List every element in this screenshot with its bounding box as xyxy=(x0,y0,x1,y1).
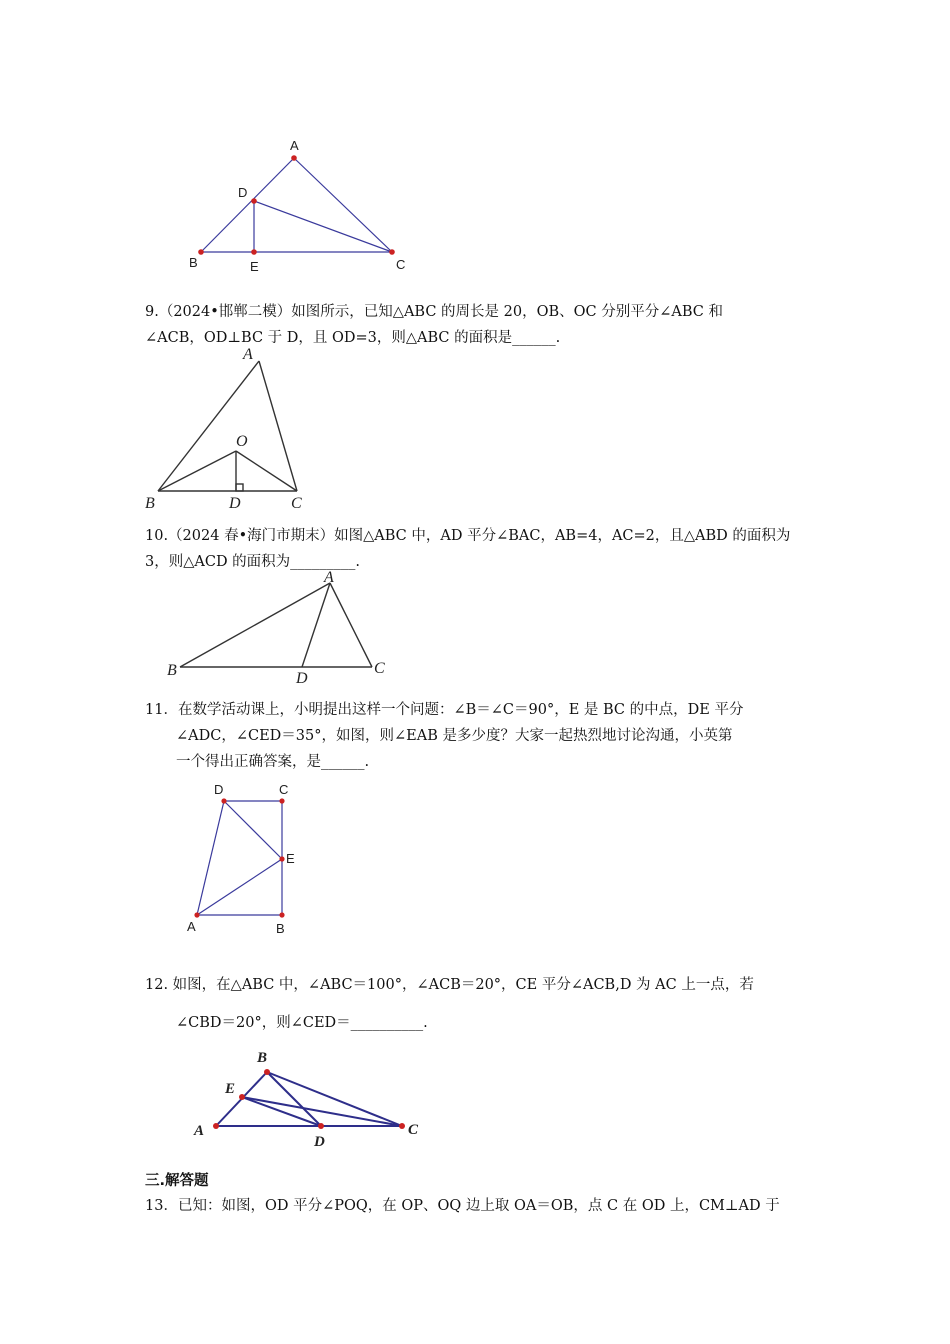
label-o: O xyxy=(236,433,248,450)
label-d: D xyxy=(238,185,248,200)
label-a: A xyxy=(324,569,334,586)
q11-line1: 11．在数学活动课上，小明提出这样一个问题：∠B＝∠C＝90°，E 是 BC 的中点，DE 平分 xyxy=(145,702,744,718)
figure-10 xyxy=(160,568,400,687)
label-c: C xyxy=(279,782,289,797)
label-a: A xyxy=(243,346,253,363)
figure-11 xyxy=(180,780,310,940)
section-heading: 三.解答题 xyxy=(145,1173,209,1189)
label-c: C xyxy=(408,1122,419,1138)
label-e: E xyxy=(250,259,259,274)
label-b: B xyxy=(257,1050,268,1066)
label-c: C xyxy=(396,257,406,272)
label-d: D xyxy=(229,495,241,512)
label-b: B xyxy=(189,255,198,270)
label-b: B xyxy=(167,662,177,679)
figure-8 xyxy=(180,130,420,280)
label-e: E xyxy=(225,1081,236,1097)
q10-line1: 10.（2024 春•海门市期末）如图△ABC 中，AD 平分∠BAC，AB=4，AC=2，且△ABD 的面积为 xyxy=(145,528,791,544)
label-a: A xyxy=(194,1123,205,1139)
label-b: B xyxy=(276,921,285,936)
q12-line1: 12. 如图，在△ABC 中，∠ABC＝100°，∠ACB＝20°，CE 平分∠ACB,D 为 AC 上一点，若 xyxy=(145,977,754,993)
q9-line2: ∠ACB，OD⊥BC 于 D，且 OD=3，则△ABC 的面积是______. xyxy=(145,330,561,346)
label-d: D xyxy=(314,1134,325,1150)
label-c: C xyxy=(374,660,385,677)
figure-9 xyxy=(140,345,330,515)
label-a: A xyxy=(290,138,299,153)
q10-line2: 3，则△ACD 的面积为_________. xyxy=(145,554,361,570)
q9-line1: 9.（2024•邯郸二模）如图所示，已知△ABC 的周长是 20，OB、OC 分别平分∠ABC 和 xyxy=(145,304,723,320)
q11-line2: ∠ADC，∠CED＝35°，如图，则∠EAB 是多少度？大家一起热烈地讨论沟通，小英第 xyxy=(176,728,733,744)
label-d: D xyxy=(296,670,308,687)
q12-line2: ∠CBD＝20°，则∠CED＝__________. xyxy=(176,1015,428,1031)
figure-12 xyxy=(190,1045,430,1155)
label-d: D xyxy=(214,782,224,797)
q11-line3: 一个得出正确答案，是______. xyxy=(176,754,370,770)
q13-line1: 13．已知：如图，OD 平分∠POQ，在 OP、OQ 边上取 OA＝OB，点 C 在 OD 上，CM⊥AD 于 xyxy=(145,1198,780,1214)
label-b: B xyxy=(145,495,155,512)
label-e: E xyxy=(286,851,295,866)
label-c: C xyxy=(291,495,302,512)
label-a: A xyxy=(187,919,196,934)
